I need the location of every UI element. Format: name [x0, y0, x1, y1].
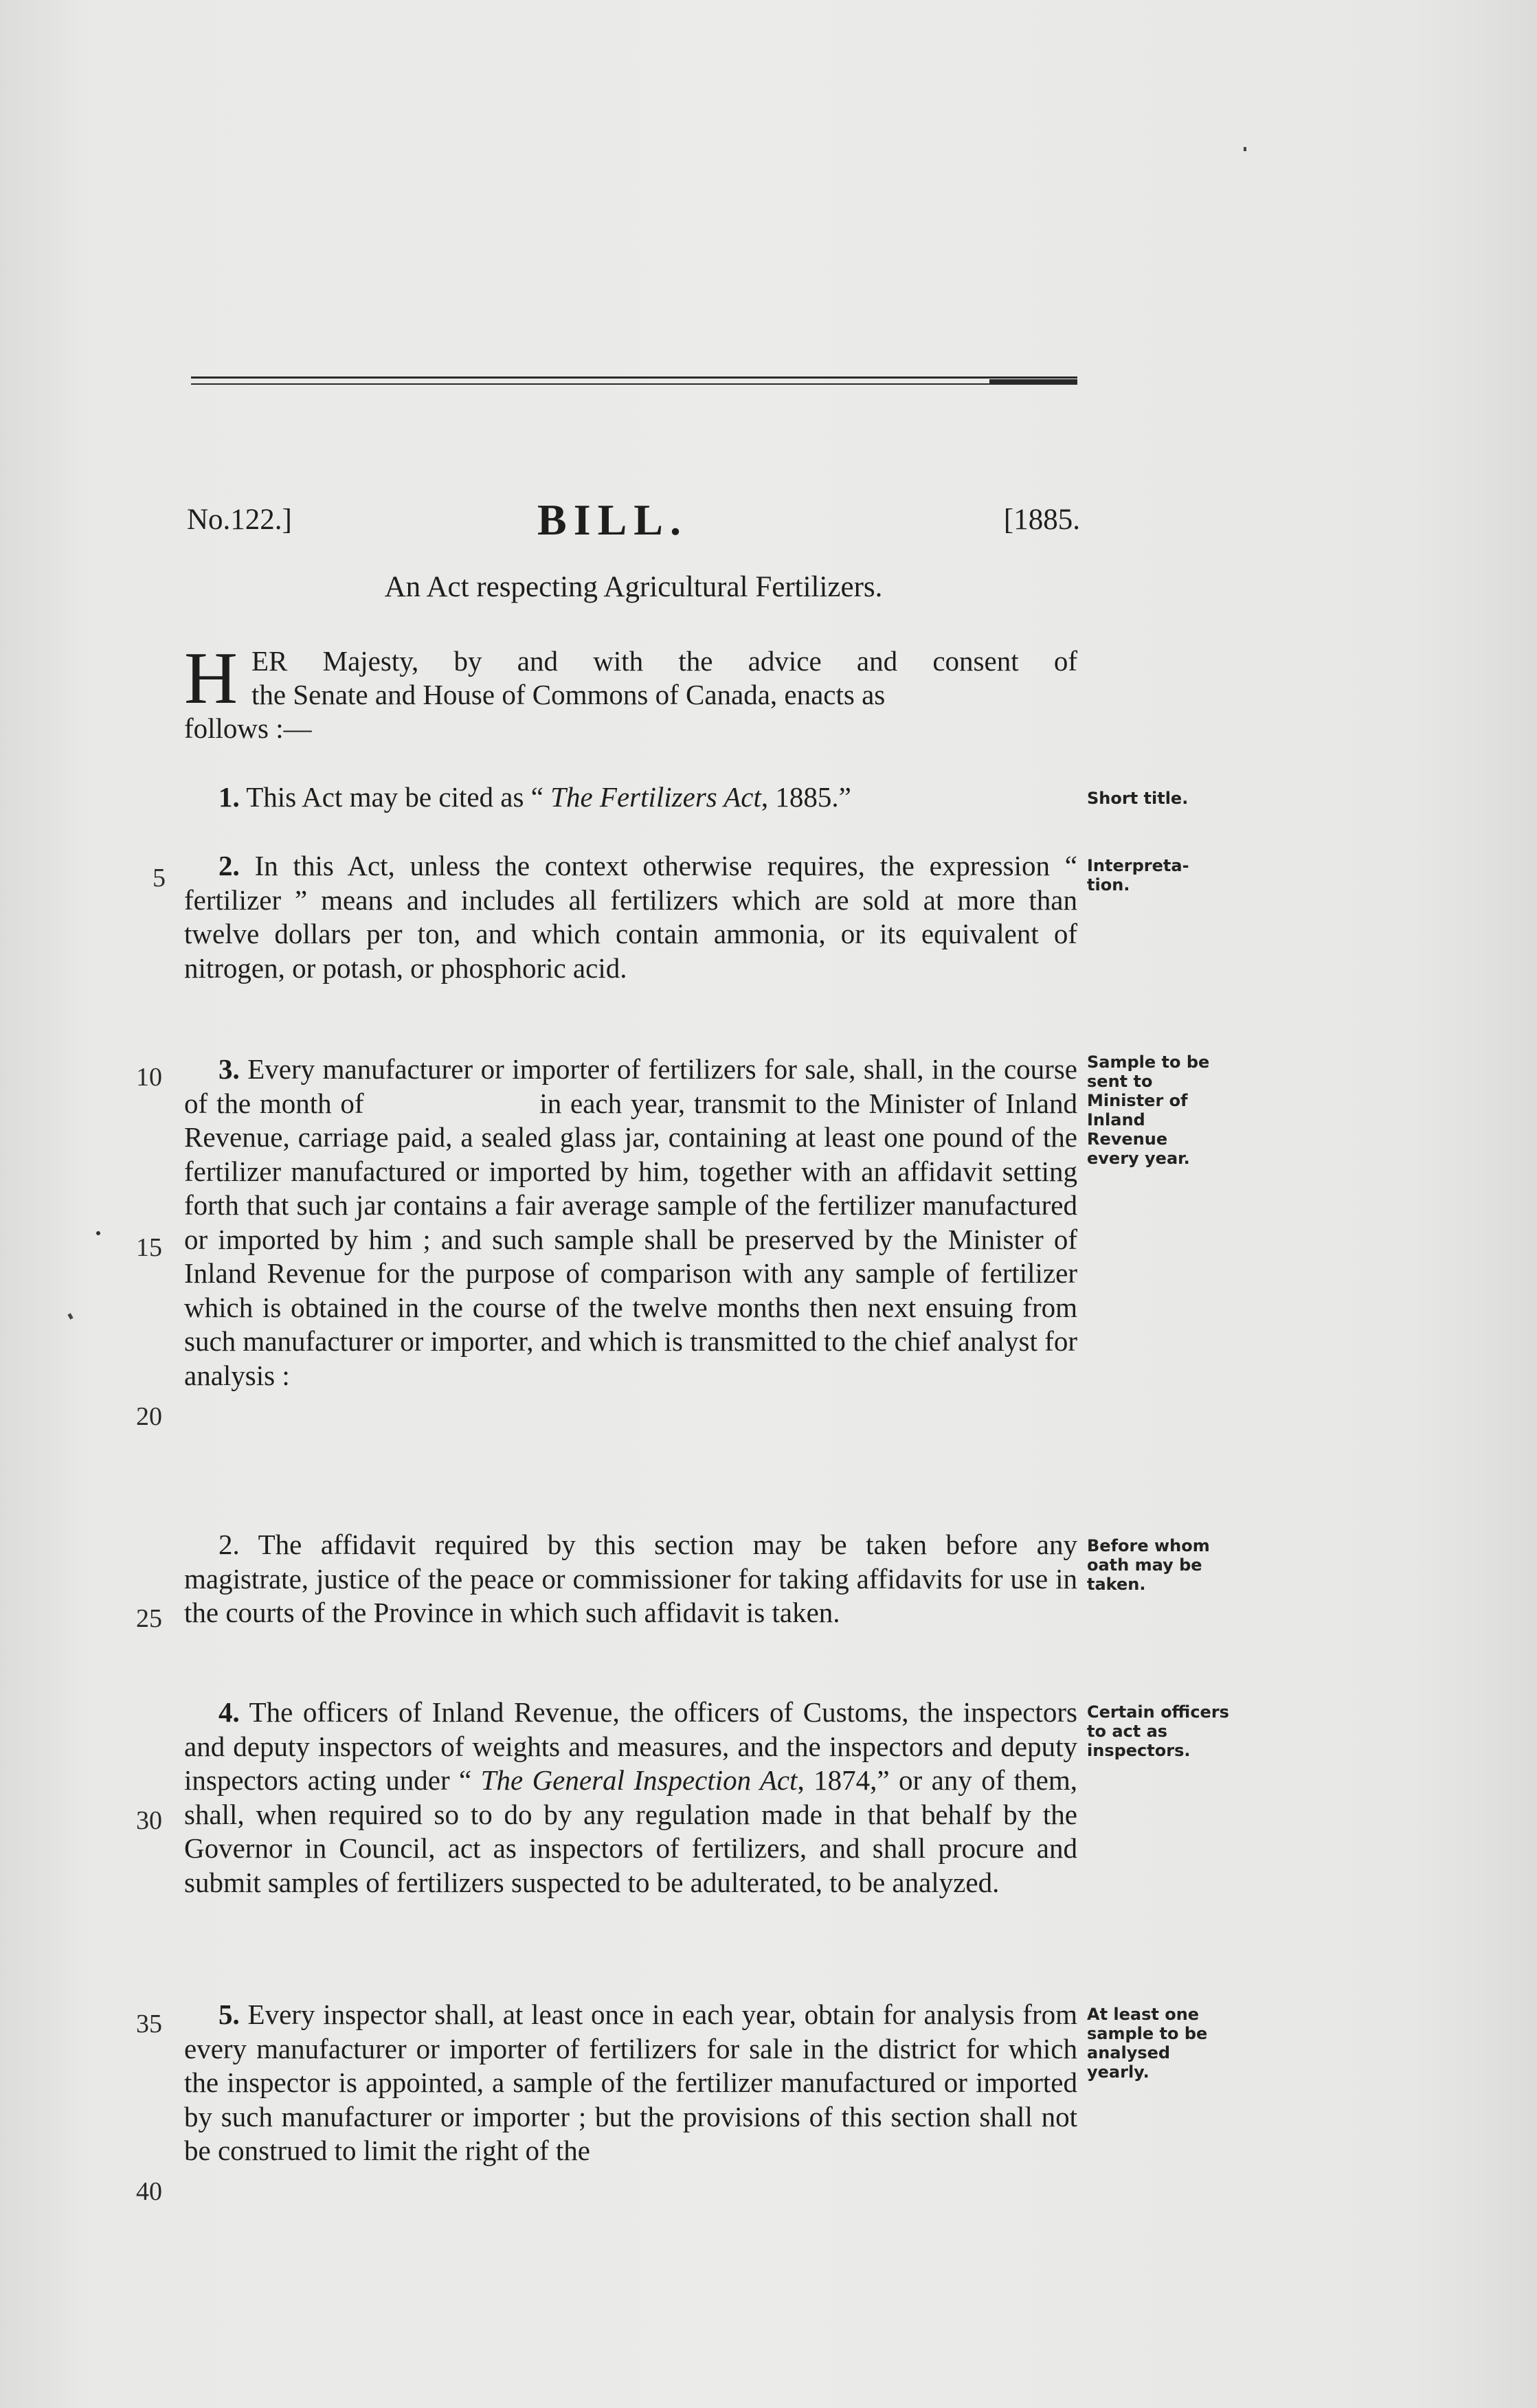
- section-4: [184, 1696, 1077, 1900]
- section-number: 1.: [218, 781, 240, 813]
- margin-note-oath: Before whom oath may be taken.: [1087, 1536, 1210, 1594]
- header-rule-thick: [989, 379, 1077, 383]
- section-text: Every inspector shall, at least once in each year, obtain for analysis from every manufacturer or importer of fertilizers for sale in the district for which the inspector is appointed, a sample of the fertilizer manufactured or imported by such manufacturer or importer ; but the provisions of this section shall not be construed to limit the right of the: [184, 1999, 1077, 2166]
- section-text: , 1885.”: [761, 781, 851, 813]
- line-number: 10: [136, 1063, 162, 1092]
- line-number: 15: [136, 1233, 162, 1262]
- subsection-number: 2.: [218, 1529, 240, 1560]
- margin-note-short-title: Short title.: [1087, 789, 1189, 808]
- section-text: The officers of Inland Revenue, the officers of Customs, the inspectors and deputy inspectors of weights and measures, and the inspectors and deputy inspectors acting under “: [184, 1696, 1077, 1796]
- margin-note-officers: Certain officers to act as inspectors.: [1087, 1702, 1229, 1760]
- section-number: 3.: [218, 1053, 240, 1085]
- section-2: [184, 849, 1077, 985]
- ink-speck: [67, 1313, 73, 1319]
- margin-note-sample: Sample to be sent to Minister of Inland Revenue every year.: [1087, 1053, 1210, 1168]
- line-number: 30: [136, 1806, 162, 1835]
- bill-year: [1885.: [1003, 504, 1080, 536]
- line-number: 40: [136, 2177, 162, 2206]
- bill-title: BILL.: [537, 495, 688, 544]
- header-rule-top: [191, 376, 1077, 379]
- section-number: 5.: [218, 1999, 240, 2030]
- bill-number: No.122.]: [187, 504, 292, 536]
- section-number: 4.: [218, 1696, 240, 1728]
- section-5: [184, 1998, 1077, 2168]
- act-name-italic: The General Inspection Act: [480, 1764, 798, 1796]
- section-3-subsection-2: [184, 1528, 1077, 1630]
- section-text: The affidavit required by this section may be taken before any magistrate, justice of the peace or commissioner for taking affidavits for use in the courts of the Province in which such affidavit is taken.: [184, 1529, 1077, 1628]
- short-title-italic: The Fertilizers Act: [550, 781, 761, 813]
- header-rule-bottom: [191, 383, 1077, 385]
- line-number: 35: [136, 2010, 162, 2038]
- ink-speck: [1244, 147, 1246, 151]
- act-title: An Act respecting Agricultural Fertilizers.: [384, 571, 883, 603]
- section-1: [184, 780, 1077, 815]
- section-text: This Act may be cited as “: [239, 781, 551, 813]
- section-text: Every manufacturer or importer of fertilizers for sale, shall, in the course of the month of in each year, transmit to the Minister of Inland Revenue, carriage paid, a sealed glass jar, containing at least one pound of the fertilizer manufactured or imported by him, together with an affidavit setting forth that such jar contains a fair average sample of the fertilizer manufactured or imported by him ; and such sample shall be preserved by the Minister of Inland Revenue for the purpose of comparison with any sample of fertilizer which is obtained in the course of the twelve months then next ensuing from such manufacturer or importer, and which is transmitted to the chief analyst for analysis :: [184, 1053, 1085, 1391]
- drop-capital: H: [184, 638, 238, 719]
- margin-note-interpretation: Interpreta-tion.: [1087, 856, 1189, 894]
- line-number: 20: [136, 1402, 162, 1431]
- section-3: [184, 1053, 1085, 1393]
- section-text: , 1874,” or any of them, shall, when required so to do by any regulation made in that behalf by the Governor in Council, act as inspectors of fertilizers, and shall procure and submit samples of fertilizers suspected to be adulterated, to be analyzed.: [184, 1764, 1077, 1898]
- enacting-line: the Senate and House of Commons of Canada, enacts as: [251, 679, 886, 710]
- line-number: 25: [136, 1604, 162, 1633]
- ink-speck: [96, 1231, 100, 1235]
- line-number: 5: [153, 864, 166, 892]
- margin-note-yearly: At least one sample to be analysed yearly.: [1087, 2005, 1208, 2082]
- bill-header: [187, 495, 1080, 556]
- enacting-line: follows :—: [184, 712, 312, 744]
- section-number: 2.: [218, 850, 240, 881]
- section-text: In this Act, unless the context otherwise requires, the expression “ fertilizer ” means and includes all fertilizers which are sold at more than twelve dollars per ton, and which contain ammonia, or its equivalent of nitrogen, or potash, or phosphoric acid.: [184, 850, 1077, 984]
- enacting-line: ER Majesty, by and with the advice and consent of: [251, 645, 1077, 677]
